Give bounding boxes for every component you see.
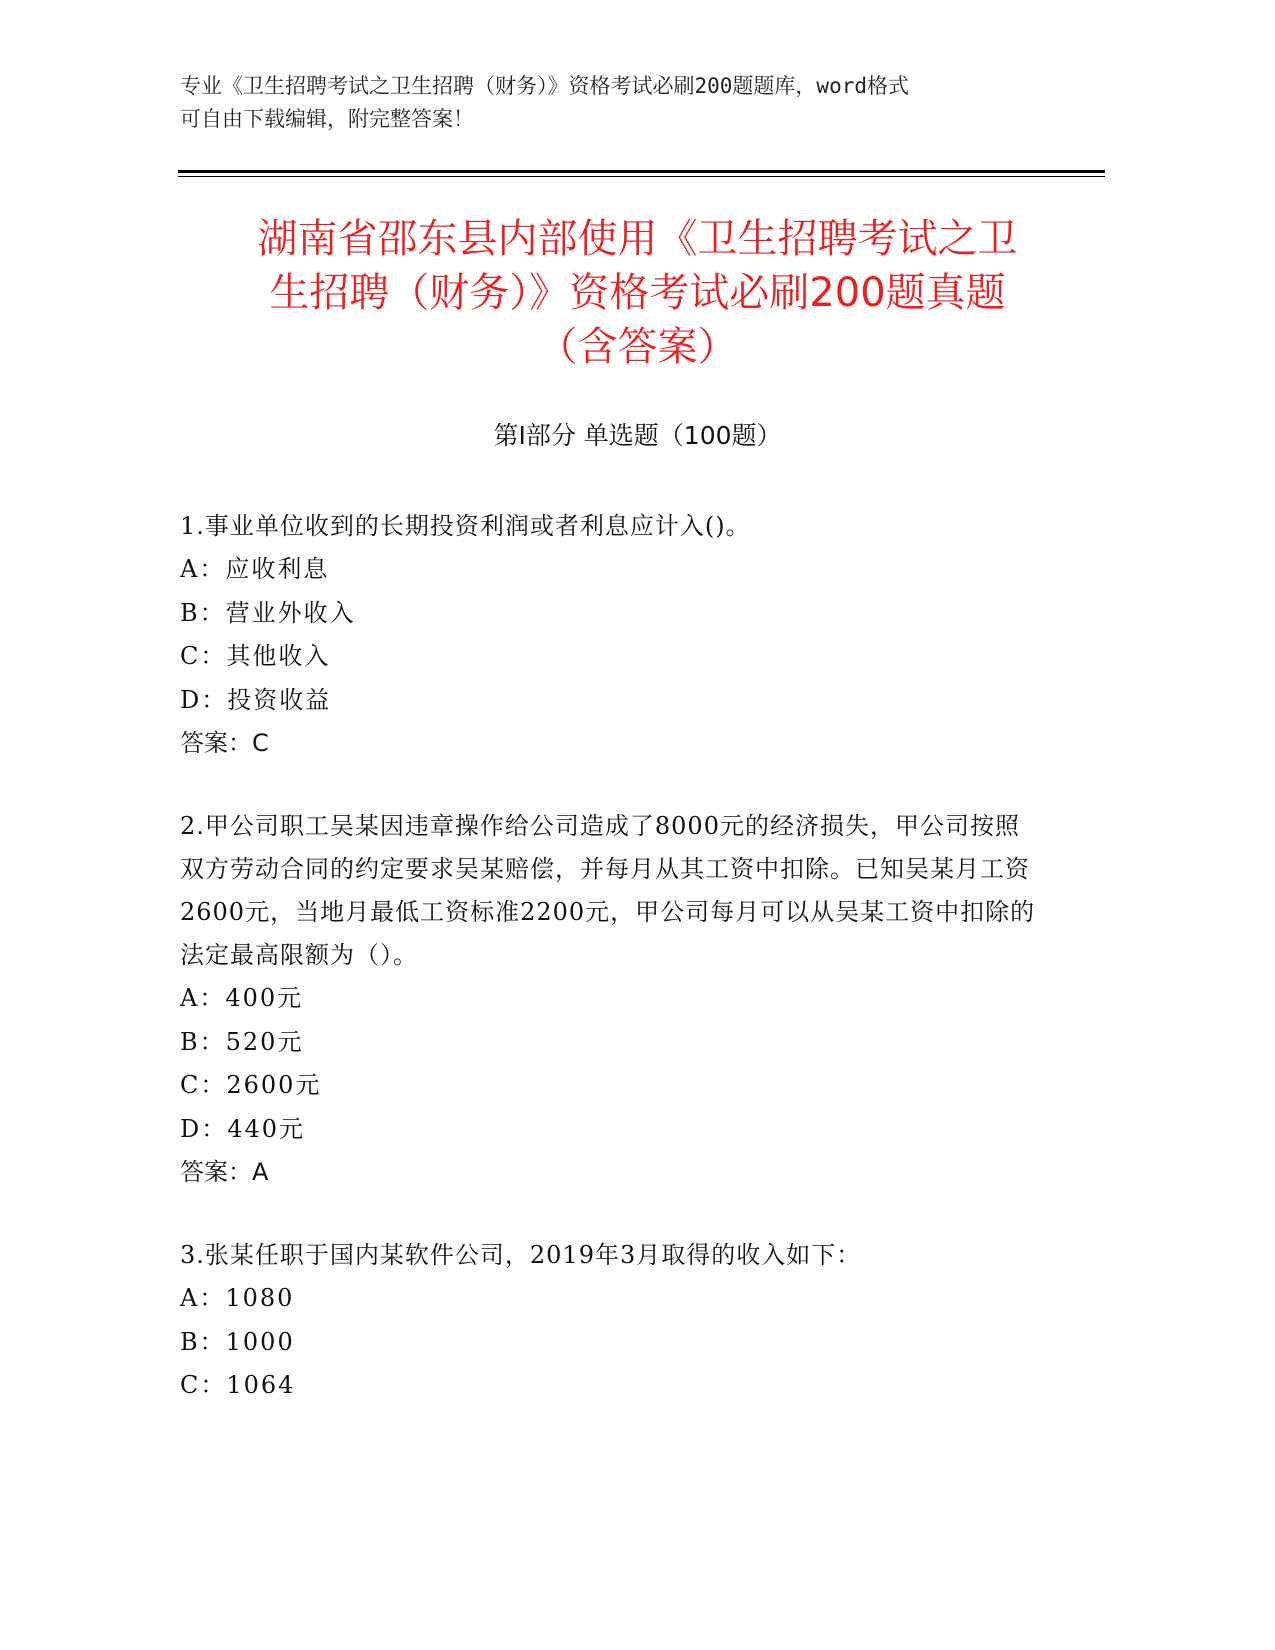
question-stem: 3.张某任职于国内某软件公司，2019年3月取得的收入如下： [180, 1241, 862, 1269]
section-heading: 第Ⅰ部分 单选题（100题） [493, 421, 782, 450]
header-divider-thin [178, 176, 1105, 177]
answer-label: 答案：A [180, 1158, 269, 1186]
header-note-line1: 专业《卫生招聘考试之卫生招聘（财务）》资格考试必刷200题题库，word格式 [180, 74, 909, 98]
header-note [180, 70, 1040, 136]
question-stem: 1.事业单位收到的长期投资利润或者利息应计入()。 [180, 512, 751, 540]
option-a: A：1080 [180, 1284, 295, 1312]
option-c: C：2600元 [180, 1071, 322, 1099]
answer-label: 答案：C [180, 729, 269, 757]
option-list [180, 548, 1040, 722]
option-d: D：投资收益 [180, 685, 332, 714]
option-a: A：400元 [180, 984, 304, 1012]
title-line2: 生招聘（财务）》资格考试必刷200题真题 [269, 270, 1006, 316]
question-stem: 2.甲公司职工吴某因违章操作给公司造成了8000元的经济损失，甲公司按照双方劳动合同的约定要求吴某赔偿，并每月从其工资中扣除。已知吴某月工资2600元，当地月最低工资标准2200元，甲公司每月可以从吴某工资中扣除的法定最高限额为（）。 [180, 812, 1036, 969]
question-list [180, 505, 1040, 1448]
option-b: B：1000 [180, 1327, 295, 1356]
option-list [180, 1277, 1040, 1408]
option-d: D：440元 [180, 1114, 306, 1143]
option-c: C：1064 [180, 1371, 296, 1399]
header-note-line2: 可自由下载编辑，附完整答案！ [180, 107, 474, 131]
option-list [180, 977, 1040, 1151]
option-c: C：其他收入 [180, 642, 331, 670]
option-b: B：520元 [180, 1027, 304, 1056]
title-line3: （含答案） [537, 324, 738, 370]
document-title [150, 212, 1125, 374]
option-b: B：营业外收入 [180, 598, 356, 627]
title-line1: 湖南省邵东县内部使用《卫生招聘考试之卫 [257, 216, 1018, 262]
question-2 [180, 805, 1040, 1194]
option-a: A：应收利息 [180, 555, 330, 583]
question-1 [180, 505, 1040, 765]
question-3 [180, 1234, 1040, 1408]
header-divider-thick [178, 170, 1105, 173]
